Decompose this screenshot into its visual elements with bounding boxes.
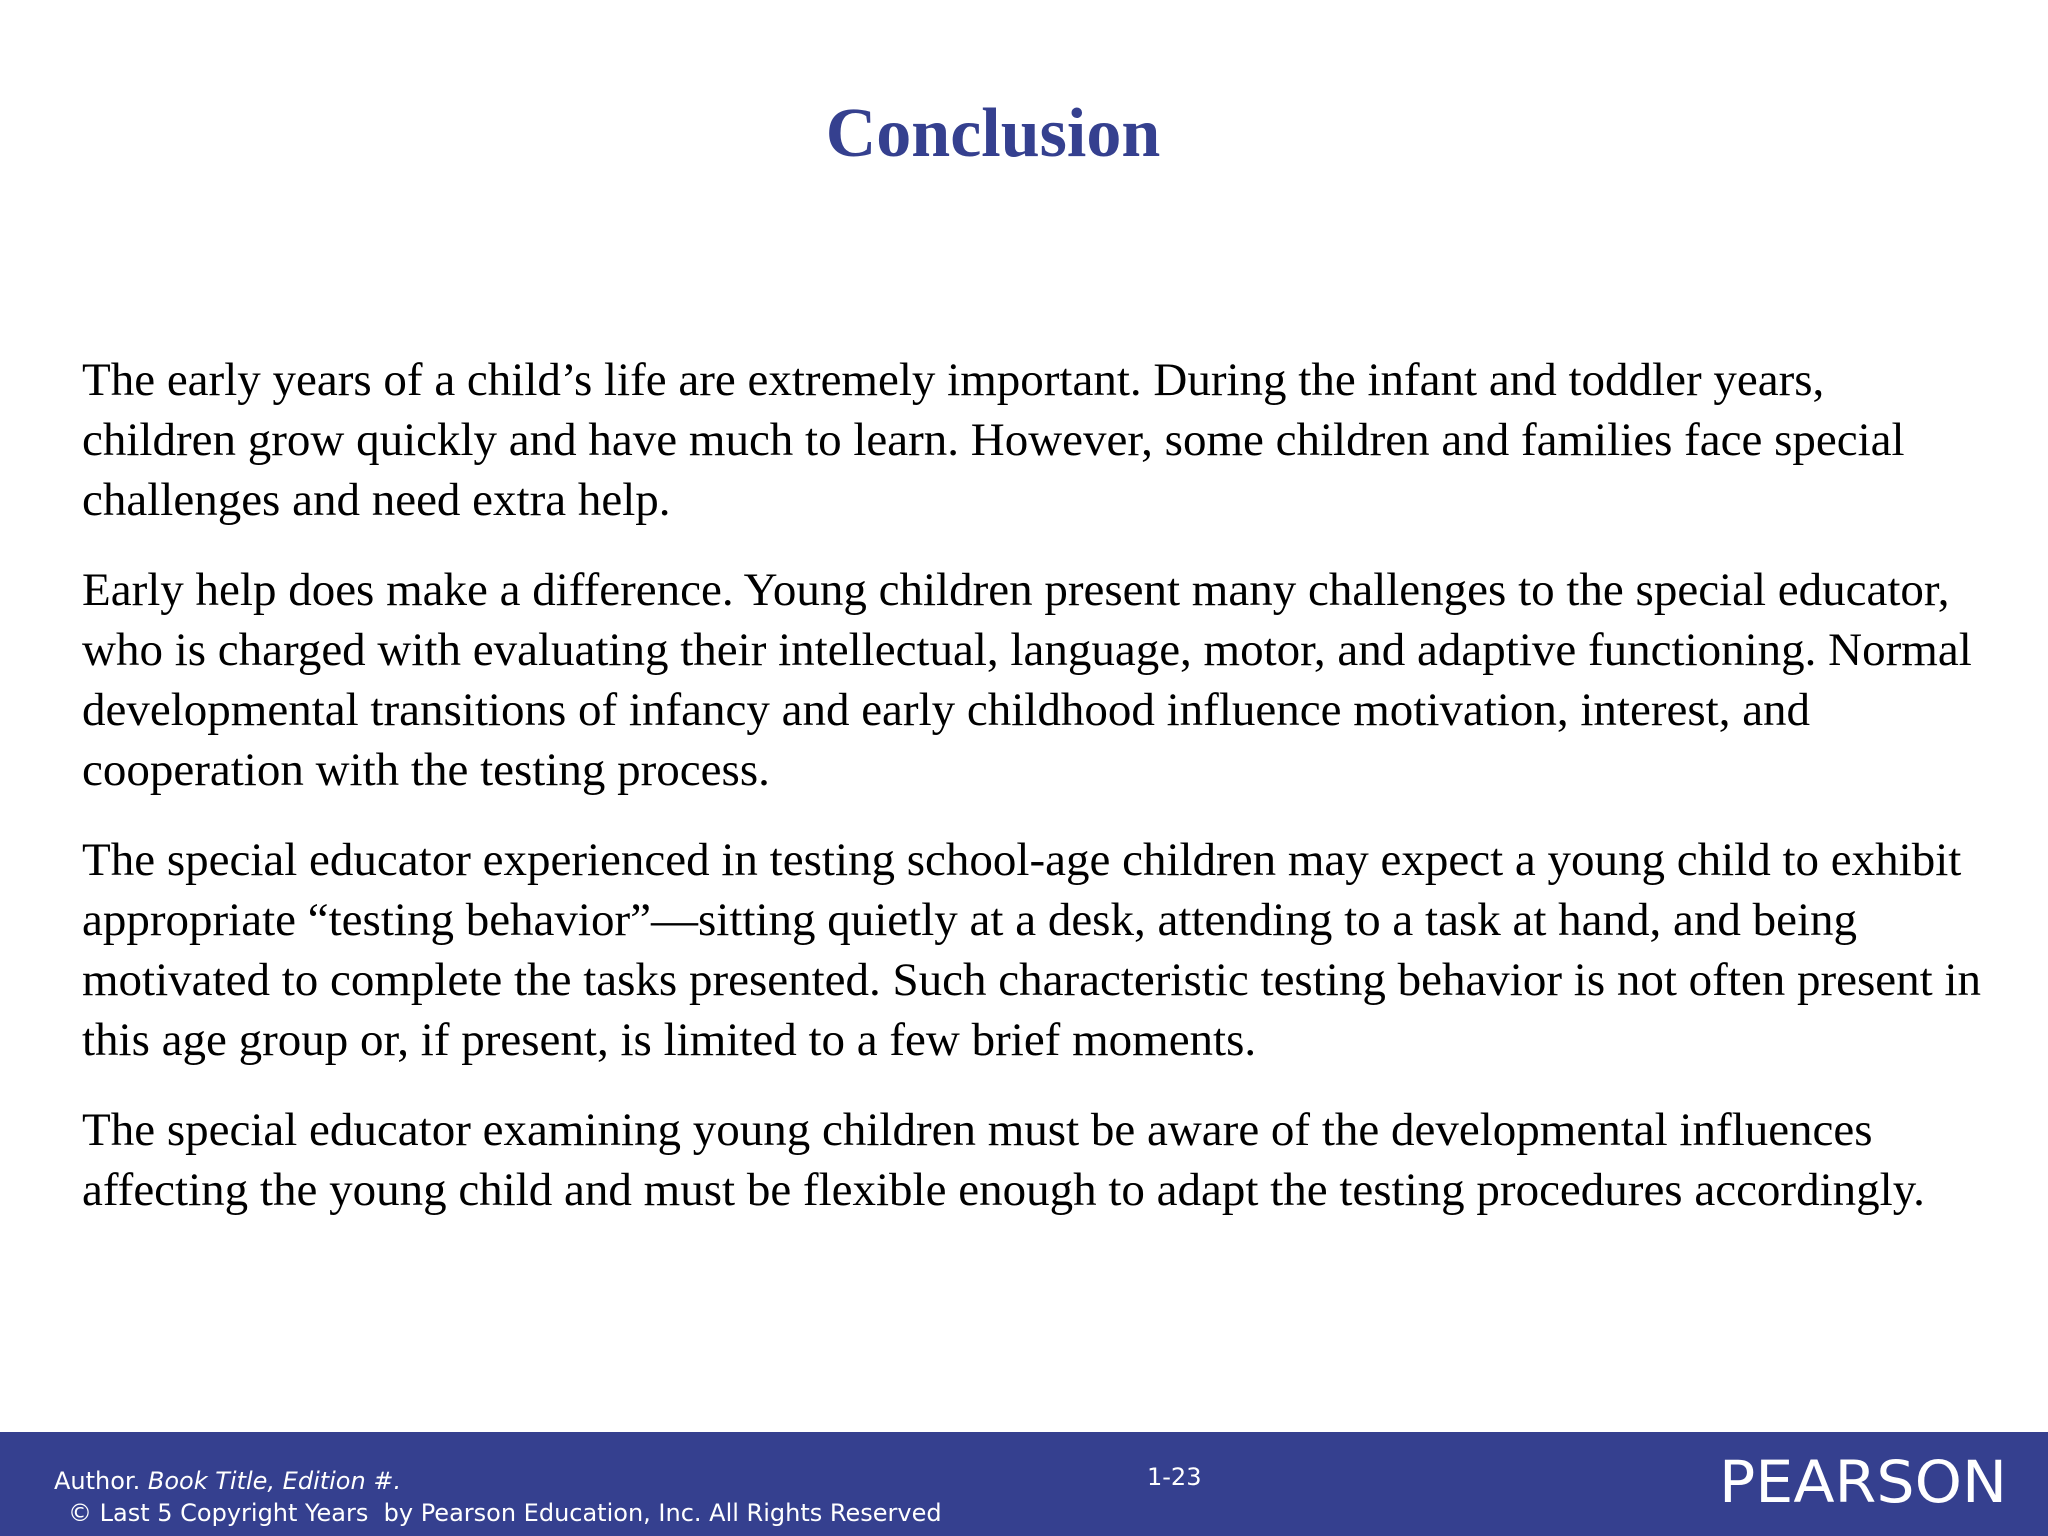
footer-author-line xyxy=(54,1466,401,1496)
pearson-logo-text: PEARSON xyxy=(1719,1450,2007,1512)
body-paragraph-4: The special educator examining young children must be aware of the developmental influences affecting the young child and must be flexible enough to adapt the testing procedures accordingly. xyxy=(82,1104,1925,1216)
pearson-logo xyxy=(1718,1450,2008,1512)
body-paragraph-1: The early years of a child’s life are extremely important. During the infant and toddler years, children grow quickly and have much to learn. However, some children and families face special challenges and need extra help. xyxy=(82,354,1905,526)
page-number: 1-23 xyxy=(1147,1463,1202,1491)
slide-title: Conclusion xyxy=(825,95,1161,172)
footer-bar xyxy=(0,1432,2048,1536)
slide-body xyxy=(82,350,1982,1250)
footer-author: Author. xyxy=(54,1467,141,1495)
footer-copyright: © Last 5 Copyright Years by Pearson Education, Inc. All Rights Reserved xyxy=(68,1499,942,1527)
footer-book-title: Book Title, Edition #. xyxy=(147,1467,402,1495)
body-paragraph-3: The special educator experienced in testing school-age children may expect a young child to exhibit appropriate “testing behavior”—sitting quietly at a desk, attending to a task at hand, and being motivated to complete the tasks presented. Such characteristic testing behavior is not often present in this age group or, if present, is limited to a few brief moments. xyxy=(82,834,1982,1066)
body-paragraph-2: Early help does make a difference. Young children present many challenges to the special educator, who is charged with evaluating their intellectual, language, motor, and adaptive functioning. Normal developmental transitions of infancy and early childhood influence motivation, interest, and cooperation with the testing process. xyxy=(82,564,1972,796)
